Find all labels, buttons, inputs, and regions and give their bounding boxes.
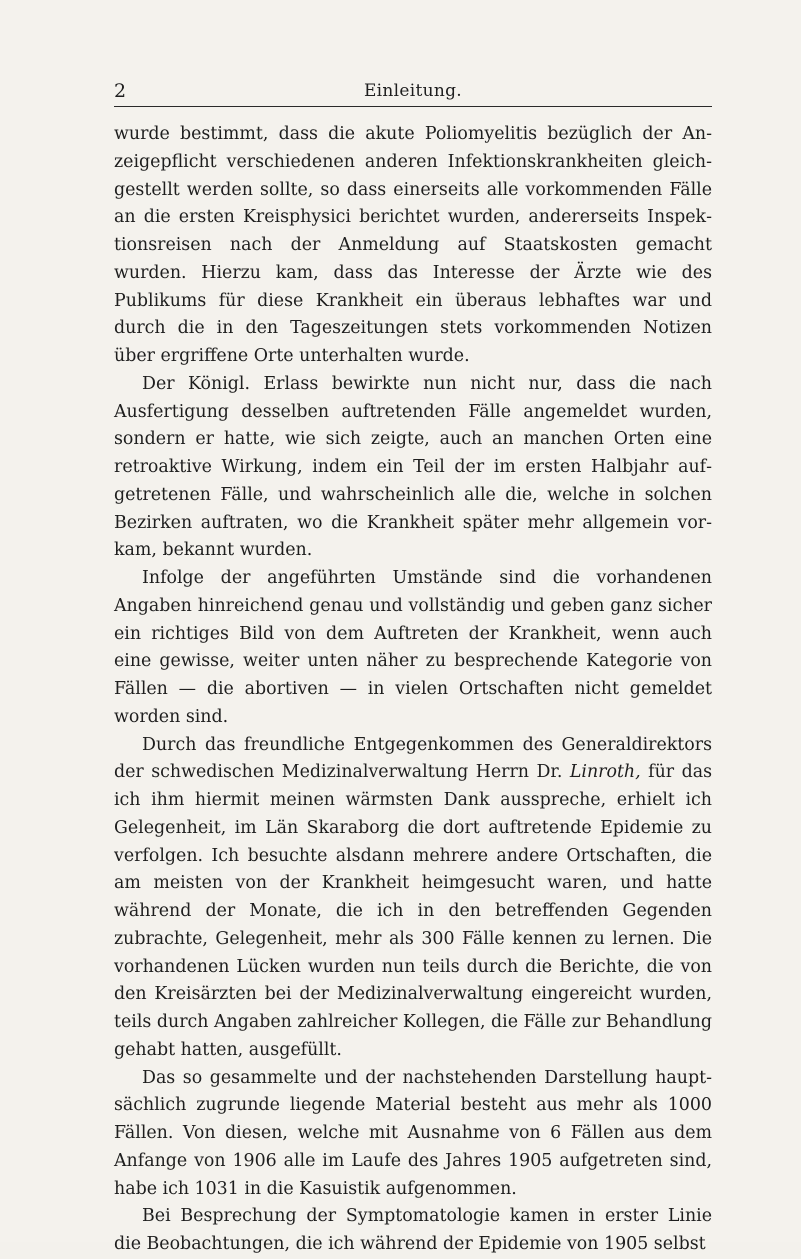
body-text — [114, 121, 712, 1259]
paragraph-4-person-name: Linroth, — [569, 762, 641, 783]
paragraph-4 — [114, 732, 712, 1065]
paragraph-2: Der Königl. Erlass bewirkte nun nicht nur, dass die nach Ausfertigung desselben auftretenden Fälle angemeldet wurden, sondern er hatte, wie sich zeigte, auch an manchen Orten eine retroaktive Wirkung, indem ein Teil der im ersten Halbjahr aufgetretenen Fälle, und wahrscheinlich alle die, welche in solchen Bezirken auftraten, wo die Krankheit später mehr allgemein vorkam, bekannt wurden. — [114, 373, 712, 561]
paragraph-5: Das so gesammelte und der nachstehenden Darstellung hauptsächlich zugrunde liegende Material besteht aus mehr als 1000 Fällen. Von diesen, welche mit Ausnahme von 6 Fällen aus dem Anfange von 1906 alle im Laufe des Jahres 1905 aufgetreten sind, habe ich 1031 in die Kasuistik aufgenommen. — [114, 1067, 712, 1199]
running-title: Einleitung. — [363, 81, 463, 101]
paragraph-1: wurde bestimmt, dass die akute Poliomyelitis bezüglich der Anzeigepflicht verschiedenen anderen Infektionskrankheiten gleichgestellt werden sollte, so dass einerseits alle vorkommenden Fälle an die ersten Kreisphysici berichtet wurden, andererseits Inspektionsreisen nach der Anmeldung auf Staatskosten gemacht wurden. Hierzu kam, dass das Interesse der Ärzte wie des Publikums für diese Krankheit ein überaus lebhaftes war und durch die in den Tageszeitungen stets vorkommenden Notizen über ergriffene Orte unterhalten wurde. — [114, 124, 712, 366]
paragraph-4-text-after: für das ich ihm hiermit meinen wärmsten Dank ausspreche, erhielt ich Gelegenheit, im Län Skaraborg die dort auftretende Epidemie zu verfolgen. Ich besuchte alsdann mehrere andere Ortschaften, die am meisten von der Krankheit heimgesucht waren, und hatte während der Monate, die ich in den betreffenden Gegenden zubrachte, Gelegenheit, mehr als 300 Fälle kennen zu lernen. Die vorhandenen Lücken wurden nun teils durch die Berichte, die von den Kreisärzten bei der Medizinalverwaltung eingereicht wurden, teils durch Angaben zahlreicher Kollegen, die Fälle zur Behandlung gehabt hatten, ausgefüllt. — [114, 762, 713, 1060]
paragraph-4-text-before: Durch das freundliche Entgegenkommen des Generaldirektors der schwedischen Medizinalverwaltung Herrn Dr. — [114, 734, 712, 783]
page-number: 2 — [114, 80, 127, 102]
paragraph-6: Bei Besprechung der Symptomatologie kamen in erster Linie die Beobachtungen, die ich während der Epidemie von 1905 selbst — [114, 1206, 712, 1254]
running-head — [114, 80, 712, 107]
paragraph-3: Infolge der angeführten Umstände sind die vorhandenen Angaben hinreichend genau und vollständig und geben ganz sicher ein richtiges Bild von dem Auftreten der Krankheit, wenn auch eine gewisse, weiter unten näher zu besprechende Kategorie von Fällen — die abortiven — in vielen Ortschaften nicht gemeldet worden sind. — [114, 568, 712, 727]
